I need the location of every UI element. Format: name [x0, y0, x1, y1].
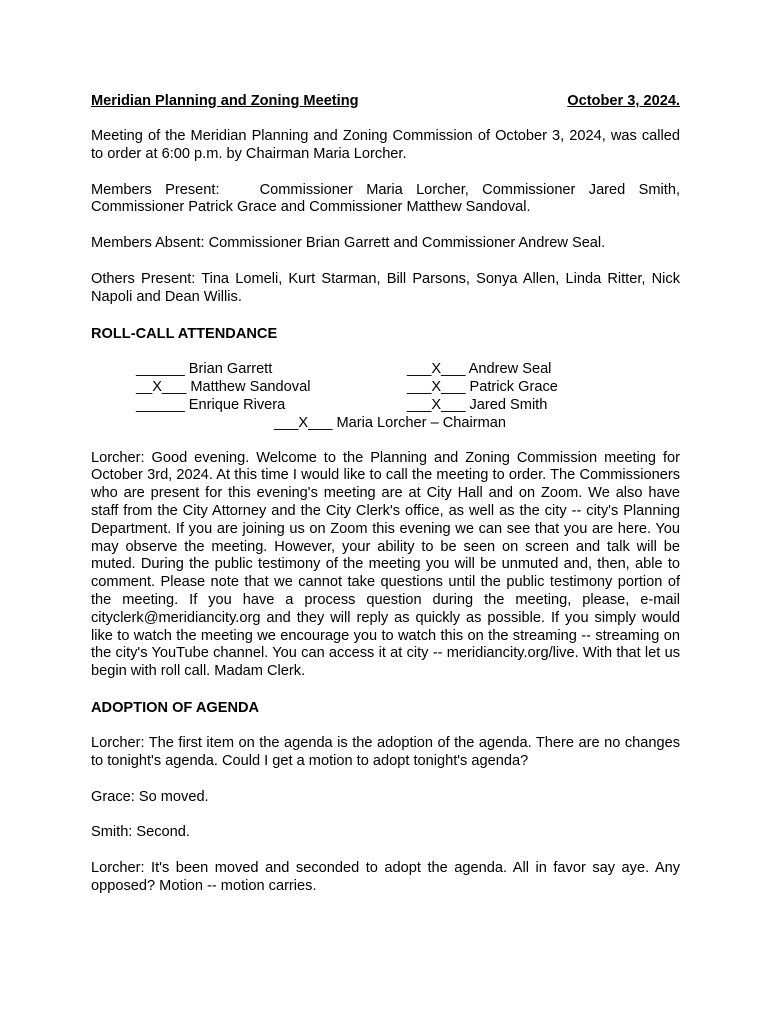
- roll-call-entry: ______ Brian Garrett: [136, 360, 273, 377]
- roll-call-heading: ROLL-CALL ATTENDANCE: [91, 325, 278, 342]
- agenda-paragraph-1: Lorcher: The first item on the agenda is the adoption of the agenda. There are no changes to tonight's agenda. Could I get a motion to adopt tonight's agenda?: [91, 734, 680, 769]
- members-present: Members Present: Commissioner Maria Lorcher, Commissioner Jared Smith, Commissioner Patrick Grace and Commissioner Matthew Sandoval.: [91, 181, 685, 216]
- roll-call-entry: ___X___ Andrew Seal: [407, 360, 552, 377]
- roll-call-left-column: [136, 360, 310, 414]
- roll-call-chair: ___X___ Maria Lorcher – Chairman: [274, 414, 507, 431]
- intro-paragraph: Meeting of the Meridian Planning and Zoning Commission of October 3, 2024, was called to order at 6:00 p.m. by Chairman Maria Lorcher.: [91, 128, 680, 162]
- agenda-paragraph-2: Grace: So moved.: [91, 788, 209, 805]
- agenda-heading: ADOPTION OF AGENDA: [91, 699, 260, 716]
- roll-call-right-column: [407, 360, 558, 414]
- roll-call-entry: ______ Enrique Rivera: [136, 396, 286, 413]
- document-page: [91, 92, 685, 896]
- welcome-paragraph: Lorcher: Good evening. Welcome to the Planning and Zoning Commission meeting for October 3rd, 2024. At this time I would like to call the meeting to order. The Commissioners who are present for this evening's meeting are at City Hall and on Zoom. We also have staff from the City Attorney and the City Clerk's office, as well as the city -- city's Planning Department. If you are joining us on Zoom this evening we can see that you are here. You may observe the meeting. However, your ability to be seen on screen and talk will be muted. During the public testimony of the meeting you will be unmuted and, then, able to comment. Please note that we cannot take questions until the public testimony portion of the meeting. If you have a process question during the meeting, please, e-mail cityclerk@meridiancity.org and they will reply as quickly as possible. If you simply would like to watch the meeting we encourage you to watch this on the streaming -- streaming on the city's YouTube channel. You can access it at city -- meridiancity.org/live. With that let us begin with roll call. Madam Clerk.: [91, 449, 680, 680]
- roll-call-entry: ___X___ Jared Smith: [407, 396, 548, 413]
- meeting-title: Meridian Planning and Zoning Meeting: [91, 93, 359, 109]
- roll-call-list: [91, 360, 680, 432]
- others-present: Others Present: Tina Lomeli, Kurt Starman, Bill Parsons, Sonya Allen, Linda Ritter, Nick Napoli and Dean Willis.: [91, 270, 680, 305]
- roll-call-entry: ___X___ Patrick Grace: [407, 378, 558, 395]
- members-absent: Members Absent: Commissioner Brian Garrett and Commissioner Andrew Seal.: [91, 235, 606, 252]
- agenda-paragraph-4: Lorcher: It's been moved and seconded to adopt the agenda. All in favor say aye. Any opposed? Motion -- motion carries.: [91, 860, 680, 894]
- agenda-paragraph-3: Smith: Second.: [91, 824, 190, 841]
- document-header: [91, 92, 680, 110]
- meeting-date: October 3, 2024.: [567, 93, 680, 109]
- roll-call-entry: __X___ Matthew Sandoval: [136, 378, 311, 395]
